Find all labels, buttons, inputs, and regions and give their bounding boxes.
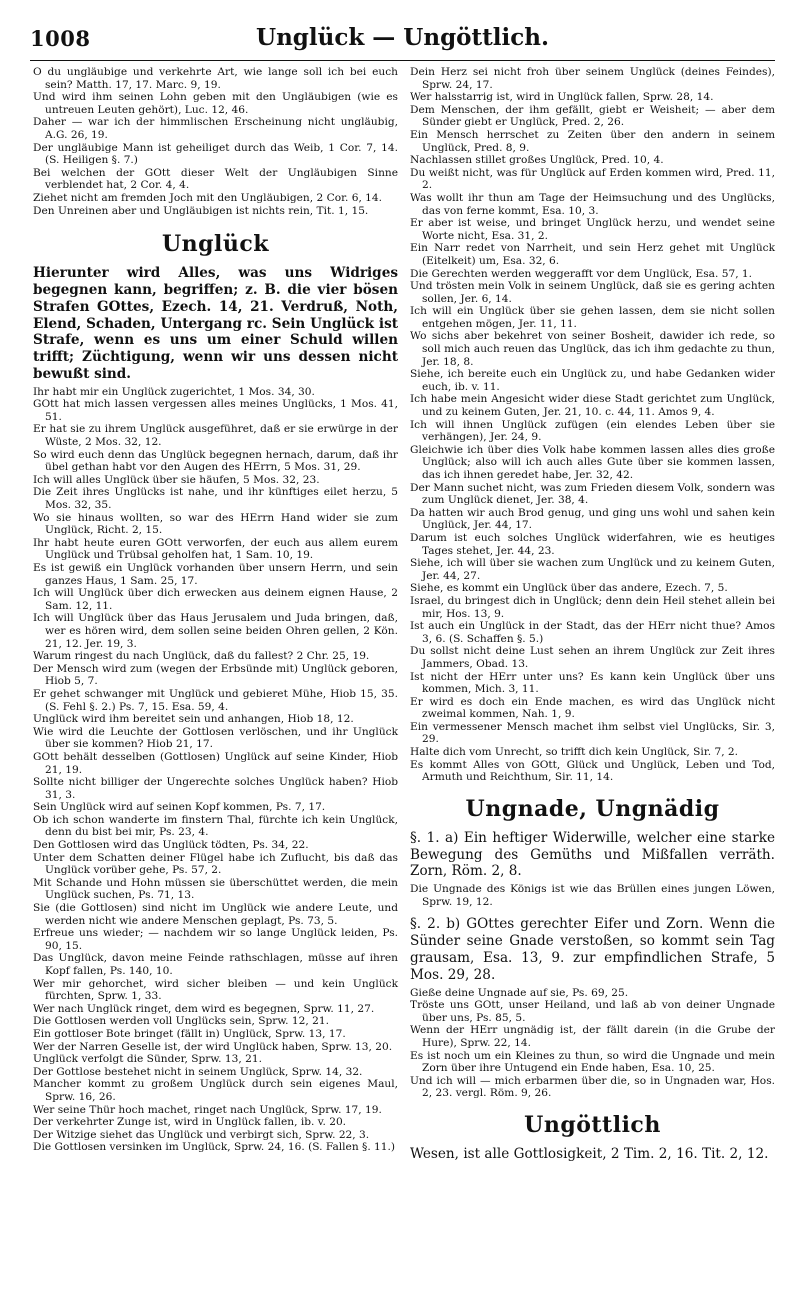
section-heading-unglueck: Unglück (161, 231, 270, 258)
citation-entry: Das Unglück, davon meine Feinde rathschlagen, müsse auf ihren Kopf fallen, Ps. 140, 10. (33, 952, 398, 978)
citation-entry: Der verkehrter Zunge ist, wird in Unglück fallen, ib. v. 20. (33, 1116, 347, 1129)
citation-entry: Ich will ihnen Unglück zufügen (ein elendes Leben über sie verhängen), Jer. 24, 9. (410, 418, 775, 444)
citation-entry: GOtt hat mich lassen vergessen alles meines Unglücks, 1 Mos. 41, 51. (33, 398, 398, 423)
citation-entry: Bei welchen der GOtt dieser Welt der Ungläubigen Sinne verblendet hat, 2 Cor. 4, 4. (33, 166, 398, 192)
citation-entry: Wer nach Unglück ringet, dem wird es begegnen, Sprw. 11, 27. (33, 1002, 375, 1015)
citation-entry: Ob ich schon wanderte im finstern Thal, fürchte ich kein Unglück, denn du bist bei mir, Ps. 23, 4. (33, 813, 398, 839)
right-column (410, 66, 775, 1166)
citation-entry: Wo sie hinaus wollten, so war des HErrn Hand wider sie zum Unglück, Richt. 2, 15. (33, 511, 398, 537)
citation-entry: Erfreue uns wieder; — nachdem wir so lange Unglück leiden, Ps. 90, 15. (33, 927, 398, 952)
citation-entry: Es kommt Alles von GOtt, Glück und Unglück, Leben und Tod, Armuth und Reichthum, Sir. 11, 14. (410, 758, 775, 784)
citation-entry: Ist auch ein Unglück in der Stadt, das der HErr nicht thue? Amos 3, 6. (S. Schaffen §. 5.) (410, 620, 775, 645)
citation-entry: Unglück wird ihm bereitet sein und anhangen, Hiob 18, 12. (33, 713, 354, 726)
citation-entry: Der Gottlose bestehet nicht in seinem Unglück, Sprw. 14, 32. (33, 1065, 363, 1078)
citation-entry: Da hatten wir auch Brod genug, und ging uns wohl und sahen kein Unglück, Jer. 44, 17. (410, 506, 775, 532)
citation-entry: Sie (die Gottlosen) sind nicht im Unglück wie andere Leute, und werden nicht wie andere Menschen geplagt, Ps. 73, 5. (33, 902, 398, 927)
paragraph-2: §. 2. b) GOttes gerechter Eifer und Zorn. Wenn die Sünder seine Gnade verstoßen, so kommt sein Tag grausam, Esa. 13, 9. zur empfindlichen Strafe, 5 Mos. 29, 28. (410, 916, 775, 983)
section-heading-ungoettlich: Ungöttlich (524, 1111, 661, 1138)
citation-entry: Sollte nicht billiger der Ungerechte solches Unglück haben? Hiob 31, 3. (33, 776, 398, 801)
page-header (30, 22, 775, 58)
paragraph-1: §. 1. a) Ein heftiger Widerwille, welcher eine starke Bewegung des Gemüths und Mißfallen verräth. Zorn, Röm. 2, 8. (410, 829, 775, 880)
citation-entry: Mancher kommt zu großem Unglück durch sein eigenes Maul, Sprw. 16, 26. (33, 1078, 398, 1103)
citation-entry: Der Witzige siehet das Unglück und verbirgt sich, Sprw. 22, 3. (33, 1128, 370, 1141)
citation-entry: Und ich will — mich erbarmen über die, so in Ungnaden war, Hos. 2, 23. vergl. Röm. 9, 26. (410, 1074, 775, 1100)
citation-entry: Tröste uns GOtt, unser Heiland, und laß ab von deiner Ungnade über uns, Ps. 85, 5. (410, 999, 775, 1024)
citation-entry: Ihr habt mir ein Unglück zugerichtet, 1 Mos. 34, 30. (33, 385, 315, 398)
citation-entry: Unter dem Schatten deiner Flügel habe ich Zuflucht, bis daß das Unglück vorüber gehe, Ps. 57, 2. (33, 851, 398, 877)
citation-entry: Ich will Unglück über dich erwecken aus deinem eignen Hause, 2 Sam. 12, 11. (33, 587, 398, 612)
citation-entry: Darum ist euch solches Unglück widerfahren, wie es heutiges Tages stehet, Jer. 44, 23. (410, 531, 775, 557)
citation-entry: Wer mir gehorchet, wird sicher bleiben — und kein Unglück fürchten, Sprw. 1, 33. (33, 977, 398, 1003)
citation-entry: Ich will ein Unglück über sie gehen lassen, dem sie nicht sollen entgehen mögen, Jer. 11, 11. (410, 305, 775, 330)
paragraph-1-entries (410, 883, 775, 908)
citation-entry: Ein Mensch herrschet zu Zeiten über den andern in seinem Unglück, Pred. 8, 9. (410, 128, 775, 154)
citation-entry: Nachlassen stillet großes Unglück, Pred. 10, 4. (410, 154, 664, 167)
citation-entry: O du ungläubige und verkehrte Art, wie lange soll ich bei euch sein? Matth. 17, 17. Marc. 9, 19. (33, 66, 398, 91)
section-heading-ungnade: Ungnade, Ungnädig (465, 795, 720, 822)
citation-entry: Siehe, es kommt ein Unglück über das andere, Ezech. 7, 5. (410, 582, 728, 595)
citation-entry: Den Gottlosen wird das Unglück tödten, Ps. 34, 22. (33, 839, 309, 852)
citation-entry: Ihr habt heute euren GOtt verworfen, der euch aus allem eurem Unglück und Trübsal geholfen hat, 1 Sam. 10, 19. (33, 536, 398, 562)
section-intro: Hierunter wird Alles, was uns Widriges begegnen kann, begriffen; z. B. die vier bösen Strafen GOttes, Ezech. 14, 21. Verdruß, Noth, Elend, Schaden, Untergang rc. Sein Unglück ist Strafe, wenn es uns um einer Schuld willen trifft; Züchtigung, wenn wir uns dessen nicht bewußt sind. (33, 265, 398, 382)
citation-entry: Wer halsstarrig ist, wird in Unglück fallen, Sprw. 28, 14. (410, 91, 714, 104)
citation-entry: Du sollst nicht deine Lust sehen an ihrem Unglück zur Zeit ihres Jammers, Obad. 13. (410, 645, 775, 670)
right-entries (410, 66, 775, 784)
citation-entry: Der Mann suchet nicht, was zum Frieden diesem Volk, sondern was zum Unglück dienet, Jer. 38, 4. (410, 481, 775, 507)
citation-entry: Wie wird die Leuchte der Gottlosen verlöschen, und ihr Unglück über sie kommen? Hiob 21, 17. (33, 725, 398, 751)
citation-entry: Sein Unglück wird auf seinen Kopf kommen, Ps. 7, 17. (33, 801, 326, 814)
citation-entry: Was wollt ihr thun am Tage der Heimsuchung und des Unglücks, das von ferne kommt, Esa. 10, 3. (410, 191, 775, 217)
citation-entry: Israel, du bringest dich in Unglück; denn dein Heil stehet allein bei mir, Hos. 13, 9. (410, 594, 775, 620)
left-top-entries (33, 66, 398, 217)
citation-entry: Die Gottlosen werden voll Unglücks sein, Sprw. 12, 21. (33, 1015, 329, 1028)
citation-entry: Er hat sie zu ihrem Unglück ausgeführet, daß er sie erwürge in der Wüste, 2 Mos. 32, 12. (33, 423, 398, 449)
citation-entry: Der ungläubige Mann ist geheiliget durch das Weib, 1 Cor. 7, 14. (S. Heiligen §. 7.) (33, 141, 398, 167)
citation-entry: Ich will Unglück über das Haus Jerusalem und Juda bringen, daß, wer es hören wird, dem sollen seine beiden Ohren gellen, 2 Kön. 21, 12. Jer. 19, 3. (33, 612, 398, 650)
citation-entry: Halte dich vom Unrecht, so trifft dich kein Unglück, Sir. 7, 2. (410, 746, 739, 759)
citation-entry: Wo sichs aber bekehret von seiner Bosheit, dawider ich rede, so soll mich auch reuen das Unglück, das ich ihm gedachte zu thun, Jer. 18, 8. (410, 330, 775, 368)
citation-entry: Mit Schande und Hohn müssen sie überschüttet werden, die mein Unglück suchen, Ps. 71, 13. (33, 876, 398, 902)
citation-entry: Ich habe mein Angesicht wider diese Stadt gerichtet zum Unglück, und zu keinem Guten, Jer. 21, 10. c. 44, 11. Amos 9, 4. (410, 393, 775, 419)
citation-entry: Und trösten mein Volk in seinem Unglück, daß sie es gering achten sollen, Jer. 6, 14. (410, 280, 775, 305)
citation-entry: GOtt behält desselben (Gottlosen) Unglück auf seine Kinder, Hiob 21, 19. (33, 750, 398, 776)
running-title: Unglück — Ungöttlich. (256, 24, 549, 51)
citation-entry: Ein vermessener Mensch machet ihm selbst viel Unglücks, Sir. 3, 29. (410, 720, 775, 746)
citation-entry: Die Zeit ihres Unglücks ist nahe, und ihr künftiges eilet herzu, 5 Mos. 32, 35. (33, 486, 398, 512)
citation-entry: Siehe, ich bereite euch ein Unglück zu, und habe Gedanken wider euch, ib. v. 11. (410, 368, 775, 393)
citation-entry: Du weißt nicht, was für Unglück auf Erden kommen wird, Pred. 11, 2. (410, 166, 775, 192)
left-column (33, 66, 398, 1154)
citation-entry: Er gehet schwanger mit Unglück und gebieret Mühe, Hiob 15, 35. (S. Fehl §. 2.) Ps. 7, 15. Esa. 59, 4. (33, 687, 398, 713)
citation-entry: Der Mensch wird zum (wegen der Erbsünde mit) Unglück geboren, Hiob 5, 7. (33, 662, 398, 688)
final-entry: Wesen, ist alle Gottlosigkeit, 2 Tim. 2, 16. Tit. 2, 12. (410, 1145, 769, 1162)
citation-entry: Dem Menschen, der ihm gefällt, giebt er Weisheit; — aber dem Sünder giebt er Unglück, Pred. 2, 26. (410, 103, 775, 129)
citation-entry: Ist nicht der HErr unter uns? Es kann kein Unglück über uns kommen, Mich. 3, 11. (410, 670, 775, 696)
citation-entry: Es ist gewiß ein Unglück vorhanden über unsern Herrn, und sein ganzes Haus, 1 Sam. 25, 17. (33, 562, 398, 587)
citation-entry: Daher — war ich der himmlischen Erscheinung nicht ungläubig, A.G. 26, 19. (33, 116, 398, 141)
left-entries (33, 386, 398, 1154)
citation-entry: Die Gerechten werden weggerafft vor dem Unglück, Esa. 57, 1. (410, 267, 753, 280)
citation-entry: Den Unreinen aber und Ungläubigen ist nichts rein, Tit. 1, 15. (33, 204, 369, 217)
paragraph-2-entries (410, 987, 775, 1100)
citation-entry: Warum ringest du nach Unglück, daß du fallest? 2 Chr. 25, 19. (33, 650, 370, 663)
header-rule (30, 60, 775, 61)
citation-entry: Ein Narr redet von Narrheit, und sein Herz gehet mit Unglück (Eitelkeit) um, Esa. 32, 6. (410, 242, 775, 267)
citation-entry: Und wird ihm seinen Lohn geben mit den Ungläubigen (wie es untreuen Leuten gehört), Luc. 12, 46. (33, 91, 398, 116)
citation-entry: Gieße deine Ungnade auf sie, Ps. 69, 25. (410, 986, 629, 999)
citation-entry: Gleichwie ich über dies Volk habe kommen lassen alles dies große Unglück; also will ich auch alles Gute über sie kommen lassen, das ich ihnen geredet habe, Jer. 32, 42. (410, 443, 775, 481)
citation-entry: Er aber ist weise, und bringet Unglück herzu, und wendet seine Worte nicht, Esa. 31, 2. (410, 217, 775, 242)
citation-entry: Die Ungnade des Königs ist wie das Brüllen eines jungen Löwen, Sprw. 19, 12. (410, 883, 775, 908)
citation-entry: Siehe, ich will über sie wachen zum Unglück und zu keinem Guten, Jer. 44, 27. (410, 557, 775, 582)
page-number: 1008 (30, 26, 91, 51)
citation-entry: Ziehet nicht am fremden Joch mit den Ungläubigen, 2 Cor. 6, 14. (33, 191, 383, 204)
citation-entry: Ein gottloser Bote bringet (fällt in) Unglück, Sprw. 13, 17. (33, 1027, 346, 1040)
citation-entry: So wird euch denn das Unglück begegnen hernach, darum, daß ihr übel gethan habt vor den Augen des HErrn, 5 Mos. 31, 29. (33, 448, 398, 474)
citation-entry: Wenn der HErr ungnädig ist, der fällt darein (in die Grube der Hure), Sprw. 22, 14. (410, 1024, 775, 1049)
citation-entry: Wer seine Thür hoch machet, ringet nach Unglück, Sprw. 17, 19. (33, 1103, 382, 1116)
citation-entry: Wer der Narren Geselle ist, der wird Unglück haben, Sprw. 13, 20. (33, 1040, 393, 1053)
citation-entry: Die Gottlosen versinken im Unglück, Sprw. 24, 16. (S. Fallen §. 11.) (33, 1141, 396, 1154)
citation-entry: Unglück verfolgt die Sünder, Sprw. 13, 21. (33, 1053, 262, 1066)
citation-entry: Es ist noch um ein Kleines zu thun, so wird die Ungnade und mein Zorn über ihre Untugend ein Ende haben, Esa. 10, 25. (410, 1049, 775, 1075)
citation-entry: Ich will alles Unglück über sie häufen, 5 Mos. 32, 23. (33, 473, 320, 486)
citation-entry: Er wird es doch ein Ende machen, es wird das Unglück nicht zweimal kommen, Nah. 1, 9. (410, 695, 775, 721)
citation-entry: Dein Herz sei nicht froh über seinem Unglück (deines Feindes), Sprw. 24, 17. (410, 66, 775, 91)
